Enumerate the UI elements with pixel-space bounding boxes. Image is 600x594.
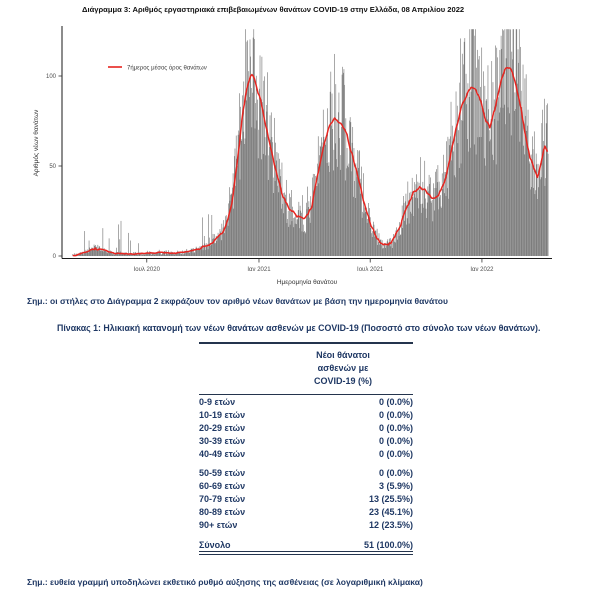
deaths-value-cell: 13 (25.5%) — [368, 494, 413, 504]
deaths-column-header: Νέοι θάνατοι ασθενών με COVID-19 (%) — [307, 343, 413, 395]
x-tick-label: Ιουλ 2021 — [357, 267, 384, 273]
deaths-chart — [0, 22, 600, 297]
x-axis-title: Ημερομηνία θανάτου — [276, 279, 338, 286]
table-row-total — [199, 532, 413, 552]
chart-note: Σημ.: οι στήλες στο Διάγραμμα 2 εκφράζουν τον αριθμό νέων θανάτων με βάση την ημερομηνία θανάτου — [27, 296, 448, 306]
y-tick-label: 0 — [52, 254, 56, 261]
age-group-cell: 70-79 ετών — [199, 494, 246, 504]
table-title: Πίνακας 1: Ηλικιακή κατανομή των νέων θανάτων ασθενών με COVID-19 (Ποσοστό στο σύνολο των νέων θανάτων). — [57, 323, 541, 333]
age-group-cell: 10-19 ετών — [199, 409, 246, 420]
age-column-header — [199, 343, 307, 395]
x-tick-label: Ιαν 2021 — [247, 267, 271, 273]
deaths-value-cell: 0 (0.0%) — [378, 422, 413, 433]
y-tick-label: 100 — [45, 74, 56, 81]
footer-note: Σημ.: ευθεία γραμμή υποδηλώνει εκθετικό ρυθμό αύξησης της ασθένειας (σε λογαριθμική κλίμακα) — [27, 577, 423, 587]
table-row — [199, 493, 413, 506]
table-row — [199, 480, 413, 493]
table-row — [199, 460, 413, 480]
table-row — [199, 395, 413, 409]
deaths-value-cell: 0 (0.0%) — [378, 396, 413, 407]
table-header-row — [199, 343, 413, 395]
deaths-value-cell: 0 (0.0%) — [378, 409, 413, 420]
age-group-cell: 50-59 ετών — [199, 468, 246, 478]
age-group-cell: 20-29 ετών — [199, 422, 246, 433]
deaths-value-cell: 51 (100.0%) — [363, 539, 413, 550]
deaths-chart-svg — [0, 22, 600, 292]
age-group-cell: 60-69 ετών — [199, 481, 246, 491]
deaths-value-cell: 3 (5.9%) — [378, 481, 413, 491]
age-group-cell: 90+ ετών — [199, 520, 238, 530]
table-row — [199, 421, 413, 434]
chart-title: Διάγραμμα 3: Αριθμός εργαστηριακά επιβεβαιωμένων θανάτων COVID-19 στην Ελλάδα, 08 Απριλίου 2022 — [82, 5, 465, 14]
age-group-cell: 0-9 ετών — [199, 396, 236, 407]
deaths-value-cell: 0 (0.0%) — [378, 435, 413, 446]
age-group-cell: 80-89 ετών — [199, 507, 246, 517]
age-table-body — [199, 395, 413, 552]
deaths-value-cell: 0 (0.0%) — [378, 468, 413, 478]
table-row — [199, 506, 413, 519]
age-group-cell: Σύνολο — [199, 539, 231, 550]
table-row — [199, 447, 413, 460]
chart-legend — [108, 65, 207, 72]
age-table — [199, 342, 413, 555]
y-tick-label: 50 — [49, 164, 56, 171]
deaths-value-cell: 23 (45.1%) — [368, 507, 413, 517]
x-tick-label: Ιουλ 2020 — [133, 267, 160, 273]
daily-deaths-bars — [72, 29, 548, 256]
age-group-cell: 30-39 ετών — [199, 435, 246, 446]
x-tick-label: Ιαν 2022 — [470, 267, 494, 273]
table-row — [199, 434, 413, 447]
y-axis-title: Αριθμός νέων θανάτων — [33, 109, 40, 177]
table-row — [199, 408, 413, 421]
table-row — [199, 519, 413, 532]
age-group-cell: 40-49 ετών — [199, 448, 246, 459]
deaths-value-cell: 0 (0.0%) — [378, 448, 413, 459]
legend-label: 7ήμερος μέσος όρος θανάτων — [127, 65, 207, 72]
deaths-value-cell: 12 (23.5%) — [368, 520, 413, 530]
